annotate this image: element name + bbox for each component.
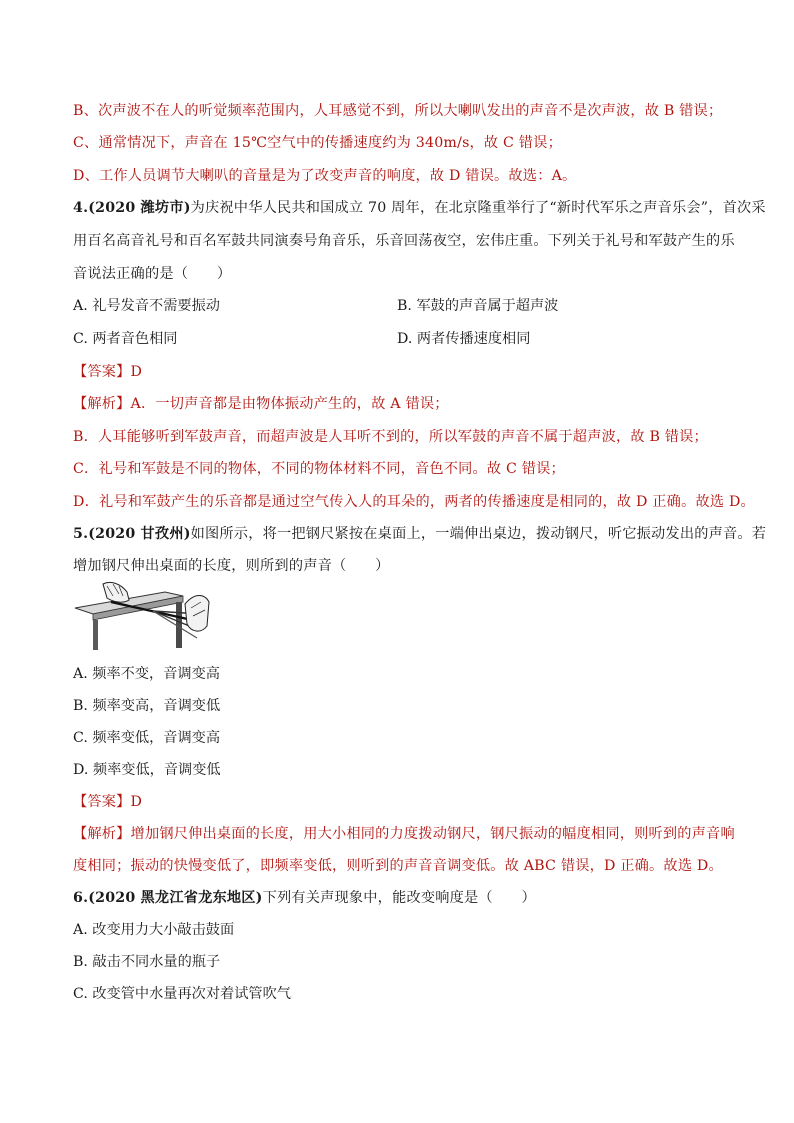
question-6-option-c: C. 改变管中水量再次对着试管吹气 xyxy=(73,986,291,1002)
question-4-option-b: B. 军鼓的声音属于超声波 xyxy=(397,298,559,314)
question-5-stem-line-2: 增加钢尺伸出桌面的长度，则所到的声音（ ） xyxy=(73,558,390,574)
question-4-answer: 【答案】D xyxy=(73,364,143,380)
question-5-answer: 【答案】D xyxy=(73,794,143,810)
question-5-option-b: B. 频率变高，音调变低 xyxy=(73,698,221,714)
question-4-option-c: C. 两者音色相同 xyxy=(73,331,178,347)
question-4-explanation-1: 【解析】A．一切声音都是由物体振动产生的，故 A 错误； xyxy=(73,396,449,412)
question-6-option-a: A. 改变用力大小敲击鼓面 xyxy=(73,922,235,938)
question-5-stem-text: 如图所示，将一把钢尺紧按在桌面上，一端伸出桌边，拨动钢尺，听它振动发出的声音。若 xyxy=(190,526,767,542)
question-6-stem xyxy=(73,888,754,908)
question-6-source: 6.(2020 黑龙江省龙东地区) xyxy=(73,890,263,906)
explanation-line-c: C、通常情况下，声音在 15℃空气中的传播速度约为 340m/s，故 C 错误； xyxy=(73,135,562,151)
question-4-explanation-3: C．礼号和军鼓是不同的物体，不同的物体材料不同，音色不同。故 C 错误； xyxy=(73,461,565,477)
question-4-source: 4.(2020 潍坊市) xyxy=(73,200,191,216)
question-6-stem-text: 下列有关声现象中，能改变响度是（ ） xyxy=(262,890,536,906)
question-4-stem-line-1 xyxy=(73,198,766,218)
question-5-source: 5.(2020 甘孜州) xyxy=(73,526,191,542)
question-5-explanation-1: 【解析】增加钢尺伸出桌面的长度，用大小相同的力度拨动钢尺，钢尺振动的幅度相同，则听到的声音响 xyxy=(73,826,735,842)
question-5-option-c: C. 频率变低，音调变高 xyxy=(73,730,221,746)
question-4-stem-line-2: 用百名高音礼号和百名军鼓共同演奏号角音乐，乐音回荡夜空，宏伟庄重。下列关于礼号和军鼓产生的乐 xyxy=(73,233,735,249)
question-4-explanation-2: B．人耳能够听到军鼓声音，而超声波是人耳听不到的，所以军鼓的声音不属于超声波，故 B 错误； xyxy=(73,429,708,445)
question-5-option-a: A. 频率不变，音调变高 xyxy=(73,666,220,682)
question-4-stem-line-3: 音说法正确的是（ ） xyxy=(73,266,232,282)
question-5-explanation-2: 度相同；振动的快慢变低了，即频率变低，则听到的声音音调变低。故 ABC 错误，D 正确。故选 D。 xyxy=(73,858,723,874)
question-4-option-a: A. 礼号发音不需要振动 xyxy=(73,298,220,314)
ruler-on-table-illustration xyxy=(73,578,211,652)
question-5-option-d: D. 频率变低，音调变低 xyxy=(73,762,221,778)
question-4-explanation-4: D．礼号和军鼓产生的乐音都是通过空气传入人的耳朵的，两者的传播速度是相同的，故 D 正确。故选 D。 xyxy=(73,494,755,510)
question-4-stem-text: 为庆祝中华人民共和国成立 70 周年，在北京隆重举行了“新时代军乐之声音乐会”，首次采 xyxy=(190,200,766,216)
question-4-option-d: D. 两者传播速度相同 xyxy=(397,331,531,347)
question-5-stem-line-1 xyxy=(73,524,767,544)
question-6-option-b: B. 敲击不同水量的瓶子 xyxy=(73,954,221,970)
explanation-line-d: D、工作人员调节大喇叭的音量是为了改变声音的响度，故 D 错误。故选：A。 xyxy=(73,168,577,184)
explanation-line-b: B、次声波不在人的听觉频率范围内，人耳感觉不到，所以大喇叭发出的声音不是次声波，故 B 错误； xyxy=(73,103,723,119)
